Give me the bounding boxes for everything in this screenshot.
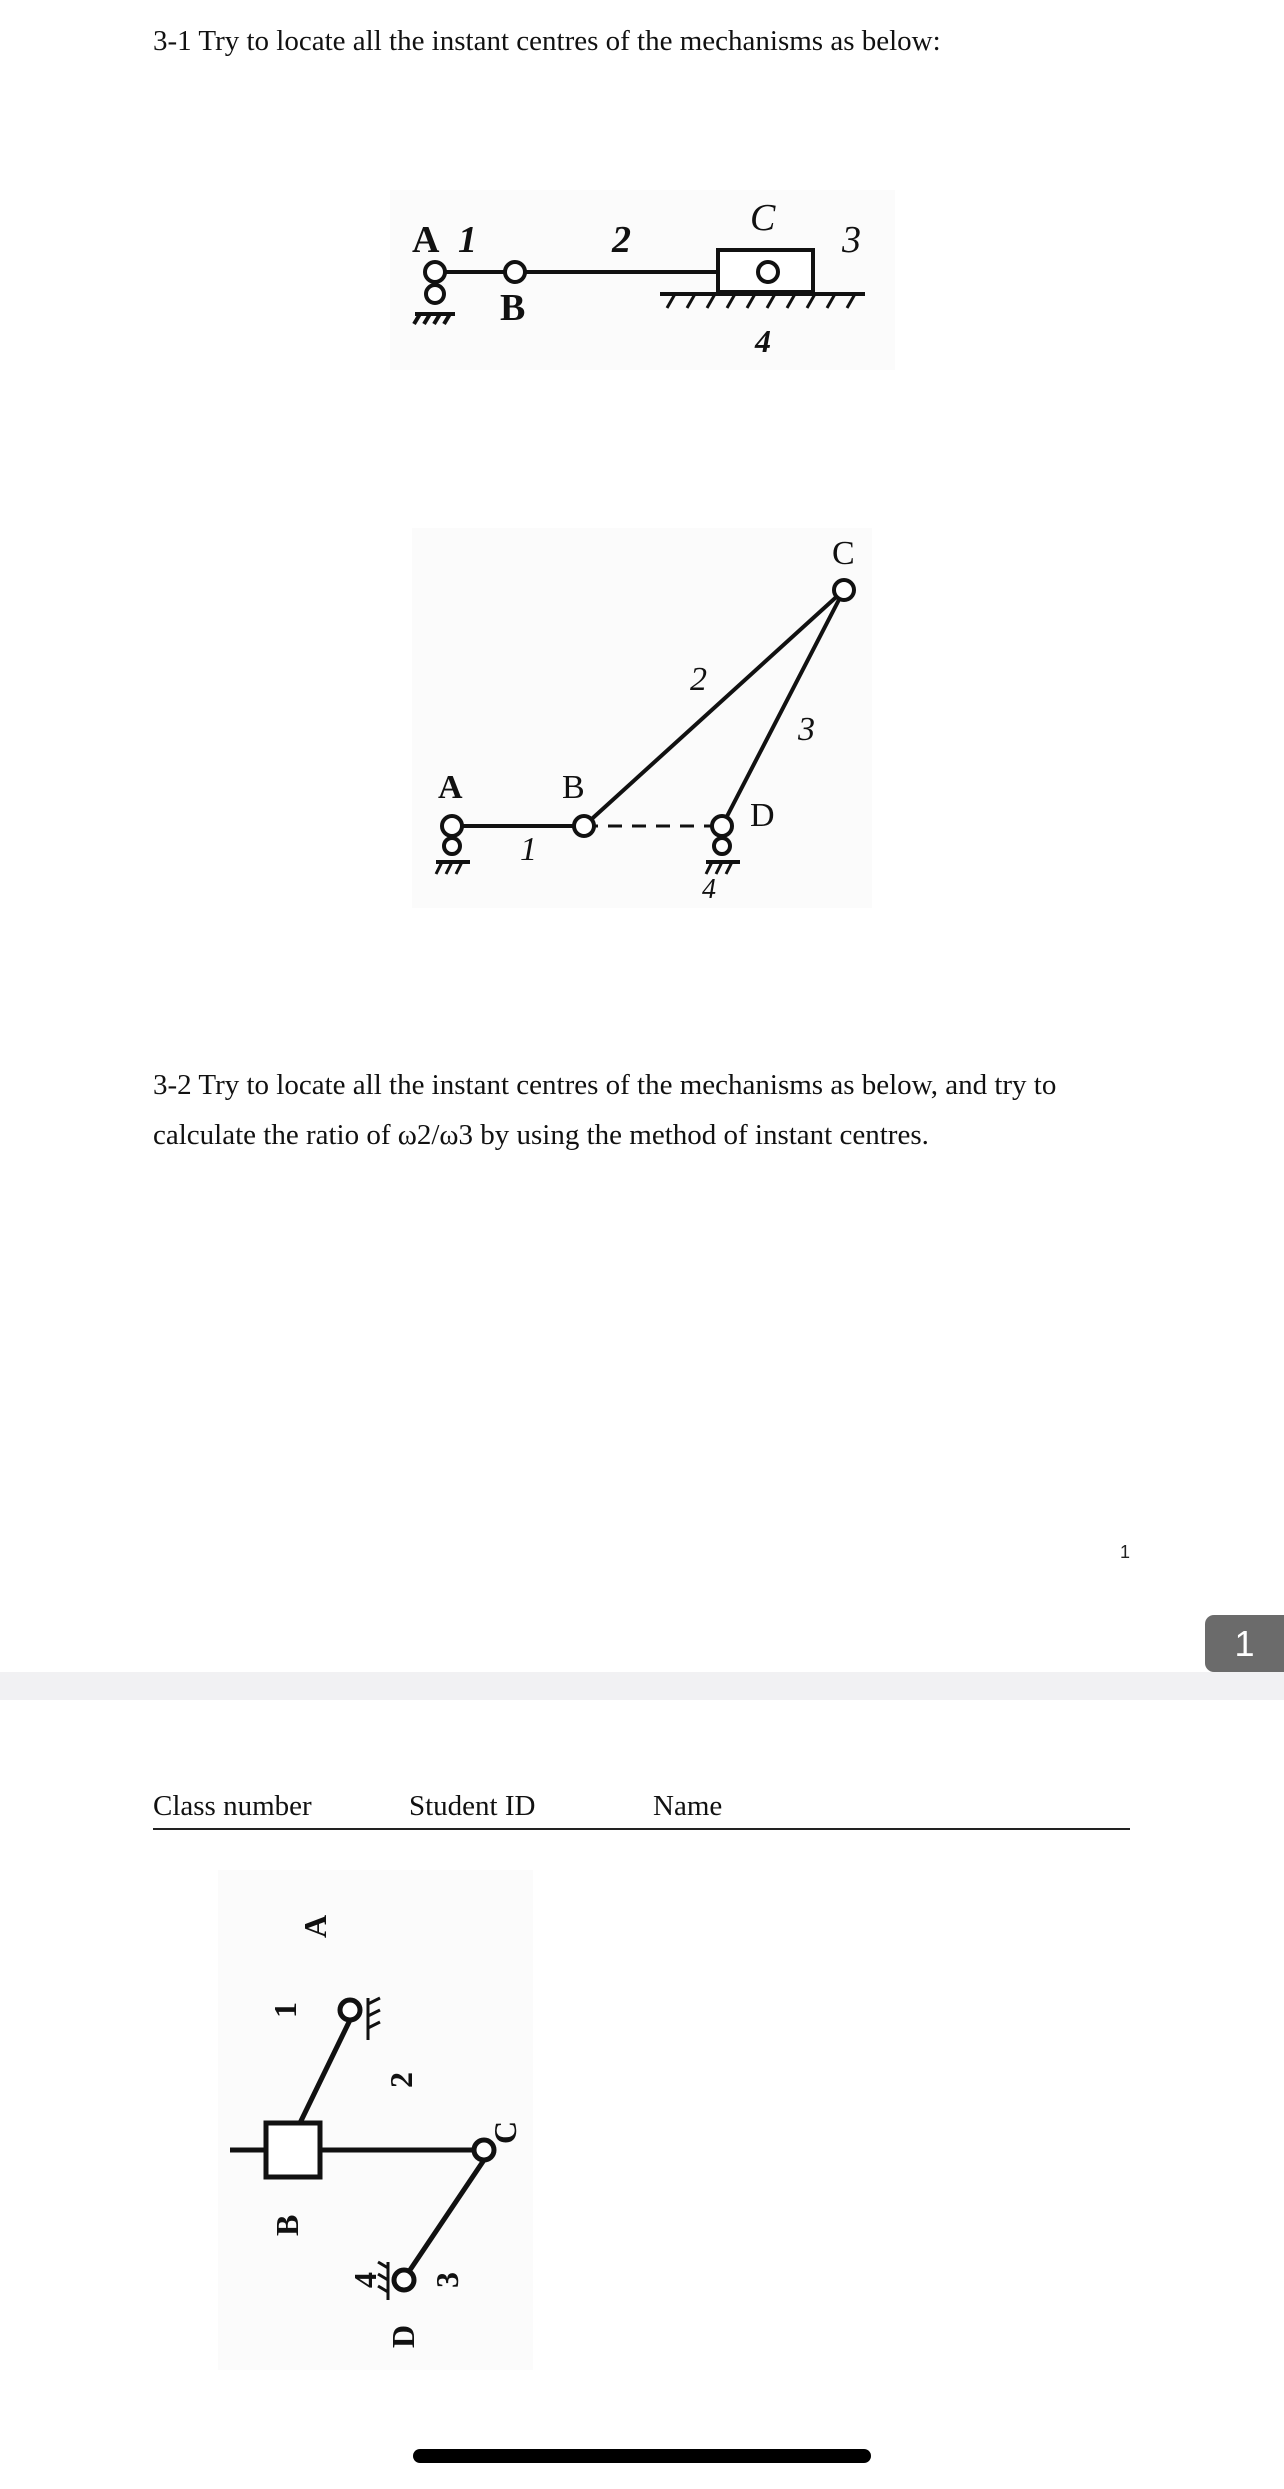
figure-slider-crank-svg bbox=[390, 190, 895, 370]
label-4: 4 bbox=[702, 874, 716, 905]
link-3 bbox=[722, 590, 844, 826]
label-C: C bbox=[832, 535, 855, 572]
class-number-label: Class number bbox=[153, 1790, 312, 1822]
joint-D bbox=[712, 816, 732, 836]
student-info-header bbox=[153, 1786, 1130, 1830]
figure-four-bar-svg bbox=[412, 528, 872, 908]
label-1: 1 bbox=[267, 2002, 303, 2018]
joint-C bbox=[834, 580, 854, 600]
label-2: 2 bbox=[383, 2072, 419, 2088]
label-C: C bbox=[750, 197, 776, 239]
joint-A bbox=[425, 262, 445, 282]
label-B: B bbox=[269, 2214, 305, 2236]
label-A: A bbox=[412, 219, 440, 261]
home-indicator[interactable] bbox=[413, 2449, 871, 2463]
student-id-label: Student ID bbox=[409, 1790, 536, 1822]
label-1: 1 bbox=[458, 219, 477, 261]
figure-guided-slider bbox=[218, 1870, 533, 2370]
label-A: A bbox=[297, 1914, 333, 1938]
slider-block-B bbox=[266, 2123, 320, 2177]
figure-slider-crank bbox=[390, 190, 895, 370]
label-B: B bbox=[500, 287, 526, 329]
joint-C bbox=[758, 262, 778, 282]
support-D bbox=[714, 838, 730, 854]
label-A: A bbox=[438, 769, 463, 806]
joint-A bbox=[340, 2000, 360, 2020]
support-A bbox=[426, 285, 444, 303]
joint-B bbox=[505, 262, 525, 282]
page-indicator-badge[interactable]: 1 bbox=[1205, 1615, 1284, 1672]
label-B: B bbox=[562, 769, 585, 806]
joint-D bbox=[394, 2270, 414, 2290]
label-2: 2 bbox=[612, 219, 631, 261]
label-3: 3 bbox=[429, 2272, 465, 2288]
support-A bbox=[444, 838, 460, 854]
joint-B bbox=[574, 816, 594, 836]
page-separator bbox=[0, 1672, 1284, 1700]
figure-four-bar bbox=[412, 528, 872, 908]
question-3-2: 3-2 Try to locate all the instant centres of the mechanisms as below, and try to calculate the ratio of ω2/ω3 by using the method of instant centres. bbox=[153, 1069, 1057, 1151]
question-3-1: 3-1 Try to locate all the instant centres of the mechanisms as below: bbox=[153, 25, 941, 57]
label-1: 1 bbox=[520, 831, 537, 868]
figure-guided-slider-svg bbox=[218, 1870, 533, 2370]
label-4: 4 bbox=[755, 323, 771, 359]
joint-A bbox=[442, 816, 462, 836]
label-D: D bbox=[385, 2324, 421, 2348]
label-4: 4 bbox=[347, 2272, 383, 2288]
label-D: D bbox=[750, 797, 775, 834]
name-label: Name bbox=[653, 1790, 723, 1822]
label-3: 3 bbox=[842, 219, 861, 261]
link-1 bbox=[300, 2020, 350, 2123]
page-number: 1 bbox=[1120, 1542, 1131, 1562]
link-3 bbox=[410, 2160, 484, 2270]
label-3: 3 bbox=[798, 711, 815, 748]
label-2: 2 bbox=[690, 661, 707, 698]
link-2 bbox=[584, 590, 844, 826]
page-2 bbox=[0, 1700, 1284, 2489]
label-C: C bbox=[487, 2120, 523, 2144]
